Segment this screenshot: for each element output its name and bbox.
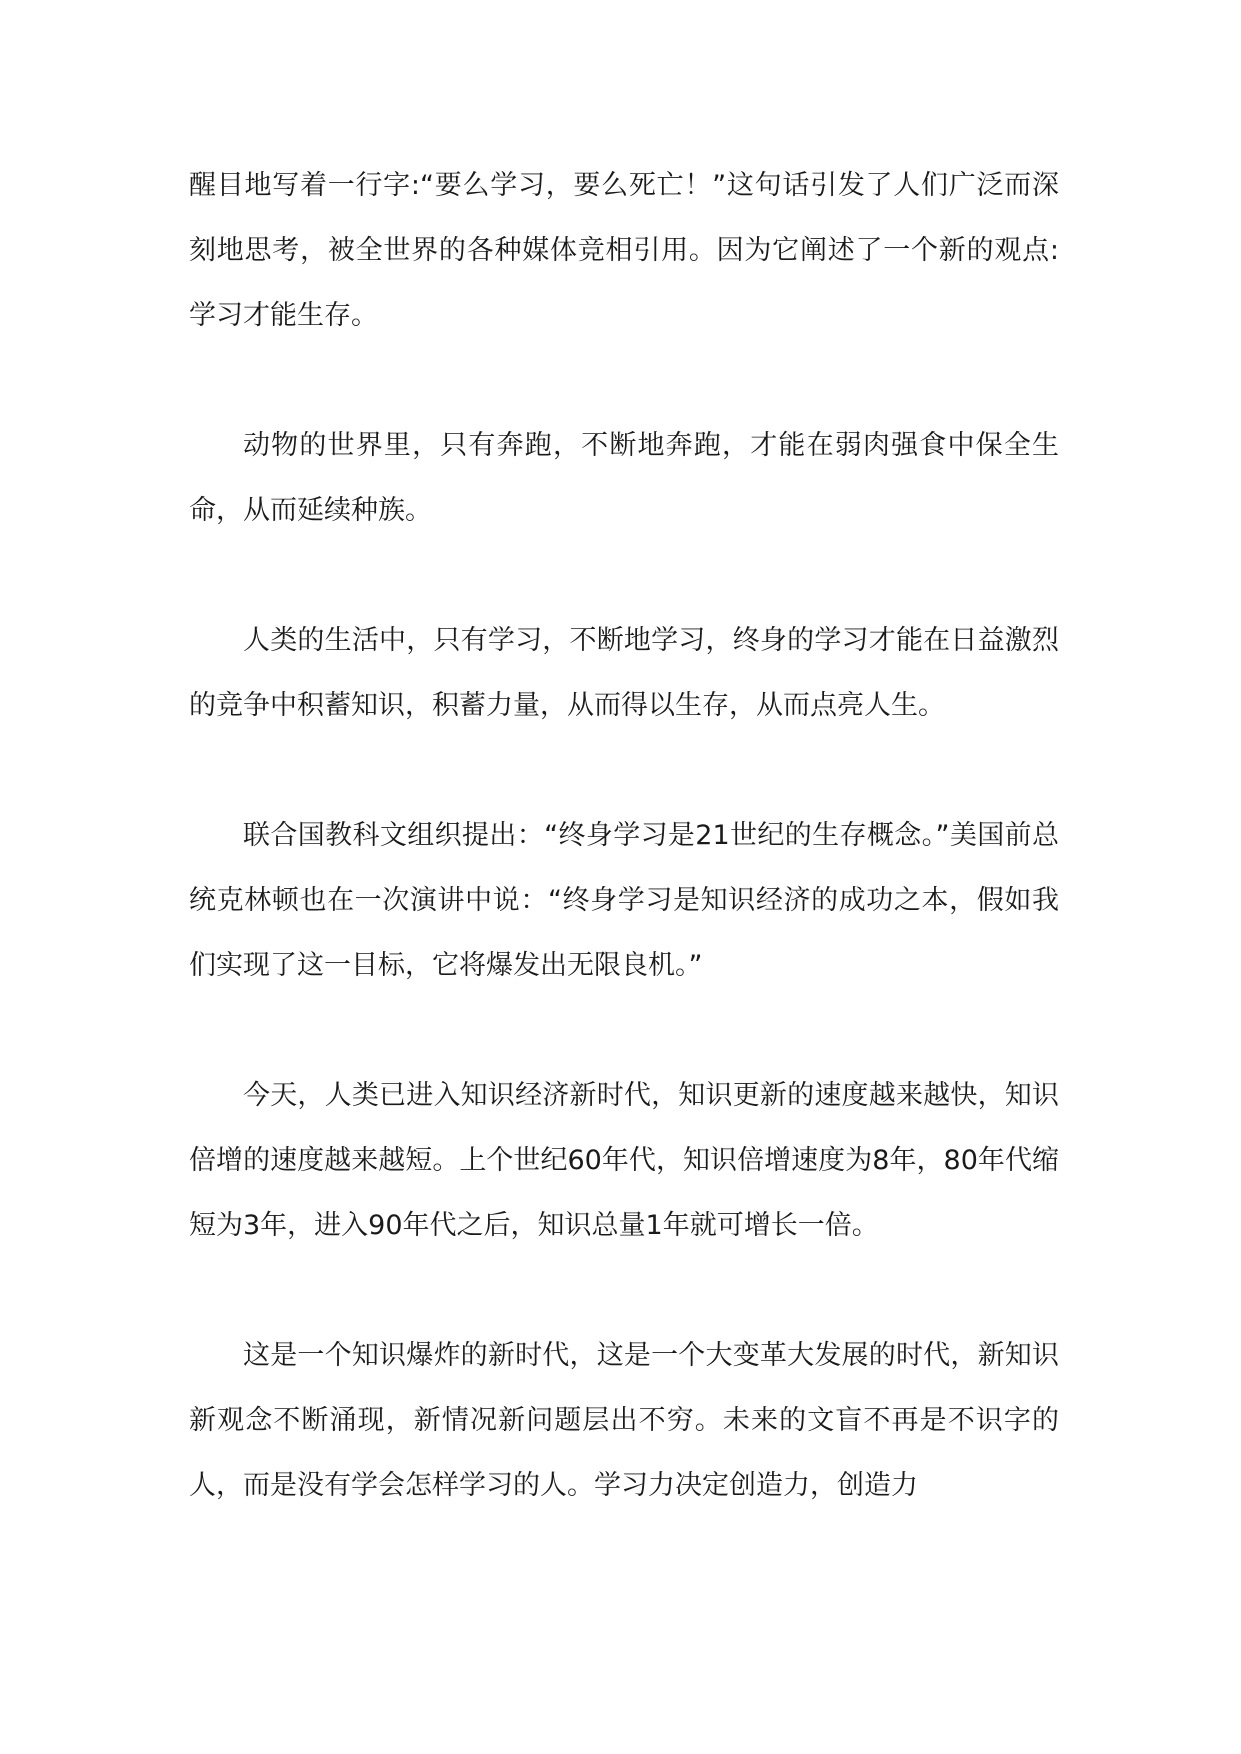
paragraph-6: 这是一个知识爆炸的新时代，这是一个大变革大发展的时代，新知识新观念不断涌现，新情况新问题层出不穷。未来的文盲不再是不识字的人，而是没有学会怎样学习的人。学习力决定创造力，创造力 — [189, 1340, 1059, 1501]
paragraph-5: 今天，人类已进入知识经济新时代，知识更新的速度越来越快，知识倍增的速度越来越短。上个世纪60年代，知识倍增速度为8年，80年代缩短为3年，进入90年代之后，知识总量1年就可增长一倍。 — [189, 1080, 1059, 1241]
paragraph-4: 联合国教科文组织提出：“终身学习是21世纪的生存概念。”美国前总统克林顿也在一次演讲中说：“终身学习是知识经济的成功之本，假如我们实现了这一目标，它将爆发出无限良机。” — [189, 820, 1059, 981]
paragraph-2: 动物的世界里，只有奔跑，不断地奔跑，才能在弱肉强食中保全生命，从而延续种族。 — [189, 430, 1059, 526]
paragraph-3: 人类的生活中，只有学习，不断地学习，终身的学习才能在日益激烈的竞争中积蓄知识，积蓄力量，从而得以生存，从而点亮人生。 — [189, 625, 1059, 721]
document-body — [189, 153, 1059, 1518]
paragraph-1: 醒目地写着一行字:“要么学习，要么死亡！”这句话引发了人们广泛而深刻地思考，被全世界的各种媒体竞相引用。因为它阐述了一个新的观点:学习才能生存。 — [189, 170, 1059, 331]
